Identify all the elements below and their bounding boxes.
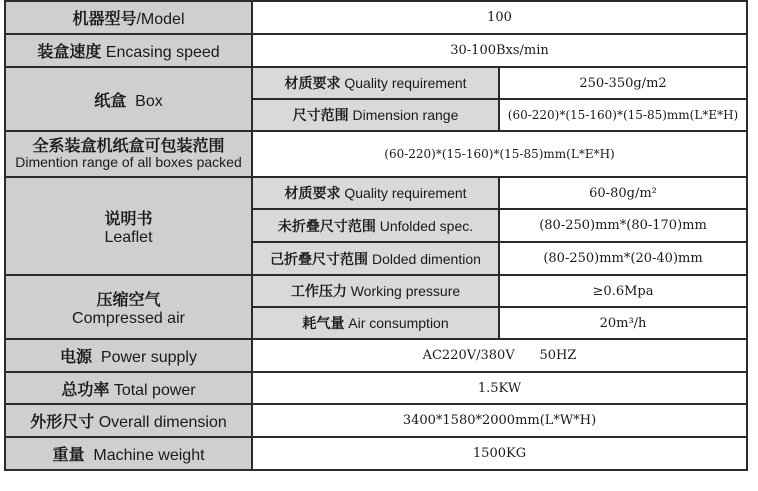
model-value: 100 <box>252 1 747 34</box>
box-quality-value: 250-350g/m2 <box>499 67 747 99</box>
row-power-supply <box>5 339 747 372</box>
air-pressure-label-cn: 工作压力 <box>290 284 347 300</box>
box-dimension-label-cn: 尺寸范围 <box>292 108 349 124</box>
leaflet-label-cn: 说明书 <box>104 208 153 228</box>
row-overall-dimension <box>5 404 747 437</box>
box-dimension-label-en: Dimension range <box>352 107 459 123</box>
model-label-cn: 机器型号 <box>72 9 137 28</box>
air-label-en: Compressed air <box>72 309 185 327</box>
leaflet-label-en: Leaflet <box>104 228 153 246</box>
weight-label-cn: 重量 <box>52 445 85 464</box>
row-all-boxes <box>5 131 747 177</box>
leaflet-folded-value: (80-250)mm*(20-40)mm <box>499 242 747 275</box>
row-model <box>5 1 747 34</box>
air-label-cn: 压缩空气 <box>96 289 161 309</box>
air-consumption-label-en: Air consumption <box>348 315 449 331</box>
row-weight <box>5 437 747 470</box>
row-box-quality <box>5 67 747 99</box>
speed-label-cn: 装盒速度 <box>37 42 102 61</box>
power-supply-label-cn: 电源 <box>60 347 93 366</box>
leaflet-quality-value: 60-80g/m² <box>499 177 747 209</box>
box-quality-label-cn: 材质要求 <box>284 76 341 92</box>
box-label-en: Box <box>135 92 163 110</box>
power-supply-value: AC220V/380V 50HZ <box>252 339 747 372</box>
box-quality-label-en: Quality requirement <box>344 75 467 91</box>
leaflet-unfolded-value: (80-250)mm*(80-170)mm <box>499 209 747 242</box>
box-dimension-label <box>252 99 499 131</box>
total-power-label-en: Total power <box>113 381 196 399</box>
leaflet-folded-label-en: Dolded dimention <box>371 250 481 267</box>
air-consumption-value: 20m³/h <box>499 307 747 339</box>
air-pressure-label <box>252 275 499 307</box>
leaflet-unfolded-label-cn: 未折叠尺寸范围 <box>277 218 376 235</box>
box-label <box>5 67 252 131</box>
power-supply-label <box>5 339 252 372</box>
total-power-label <box>5 372 252 404</box>
weight-value: 1500KG <box>252 437 747 470</box>
leaflet-quality-label <box>252 177 499 209</box>
leaflet-label <box>5 177 252 275</box>
leaflet-quality-label-cn: 材质要求 <box>284 186 341 202</box>
overall-dimension-label-en: Overall dimension <box>98 414 227 431</box>
air-pressure-value: ≥0.6Mpa <box>499 275 747 307</box>
weight-label-en: Machine weight <box>93 447 205 464</box>
weight-label <box>5 437 252 470</box>
leaflet-quality-label-en: Quality requirement <box>344 185 467 201</box>
speed-value: 30-100Bxs/min <box>252 34 747 67</box>
air-label <box>5 275 252 339</box>
speed-label <box>5 34 252 67</box>
total-power-label-cn: 总功率 <box>61 379 110 399</box>
spec-table <box>4 0 748 471</box>
row-total-power <box>5 372 747 404</box>
air-consumption-label-cn: 耗气量 <box>302 316 345 332</box>
all-boxes-value: (60-220)*(15-160)*(15-85)mm(L*E*H) <box>252 131 747 177</box>
all-boxes-label-cn: 全系装盒机纸盒可包装范围 <box>32 136 225 155</box>
power-supply-label-en: Power supply <box>100 349 197 366</box>
model-label <box>5 1 252 34</box>
row-leaflet-quality <box>5 177 747 209</box>
overall-dimension-label <box>5 404 252 437</box>
air-consumption-label <box>252 307 499 339</box>
all-boxes-label-en: Dimention range of all boxes packed <box>15 154 242 170</box>
leaflet-folded-label-cn: 己折叠尺寸范围 <box>270 251 369 268</box>
air-pressure-label-en: Working pressure <box>350 283 461 299</box>
model-label-en: /Model <box>136 11 185 28</box>
box-label-cn: 纸盒 <box>94 90 127 110</box>
box-quality-label <box>252 67 499 99</box>
speed-label-en: Encasing speed <box>105 44 220 61</box>
box-dimension-value: (60-220)*(15-160)*(15-85)mm(L*E*H) <box>499 99 747 131</box>
row-speed <box>5 34 747 67</box>
leaflet-unfolded-label <box>252 209 499 242</box>
leaflet-unfolded-label-en: Unfolded spec. <box>379 217 474 234</box>
row-air-pressure <box>5 275 747 307</box>
leaflet-folded-label <box>252 242 499 275</box>
all-boxes-label <box>5 131 252 177</box>
overall-dimension-label-cn: 外形尺寸 <box>30 412 95 431</box>
overall-dimension-value: 3400*1580*2000mm(L*W*H) <box>252 404 747 437</box>
total-power-value: 1.5KW <box>252 372 747 404</box>
